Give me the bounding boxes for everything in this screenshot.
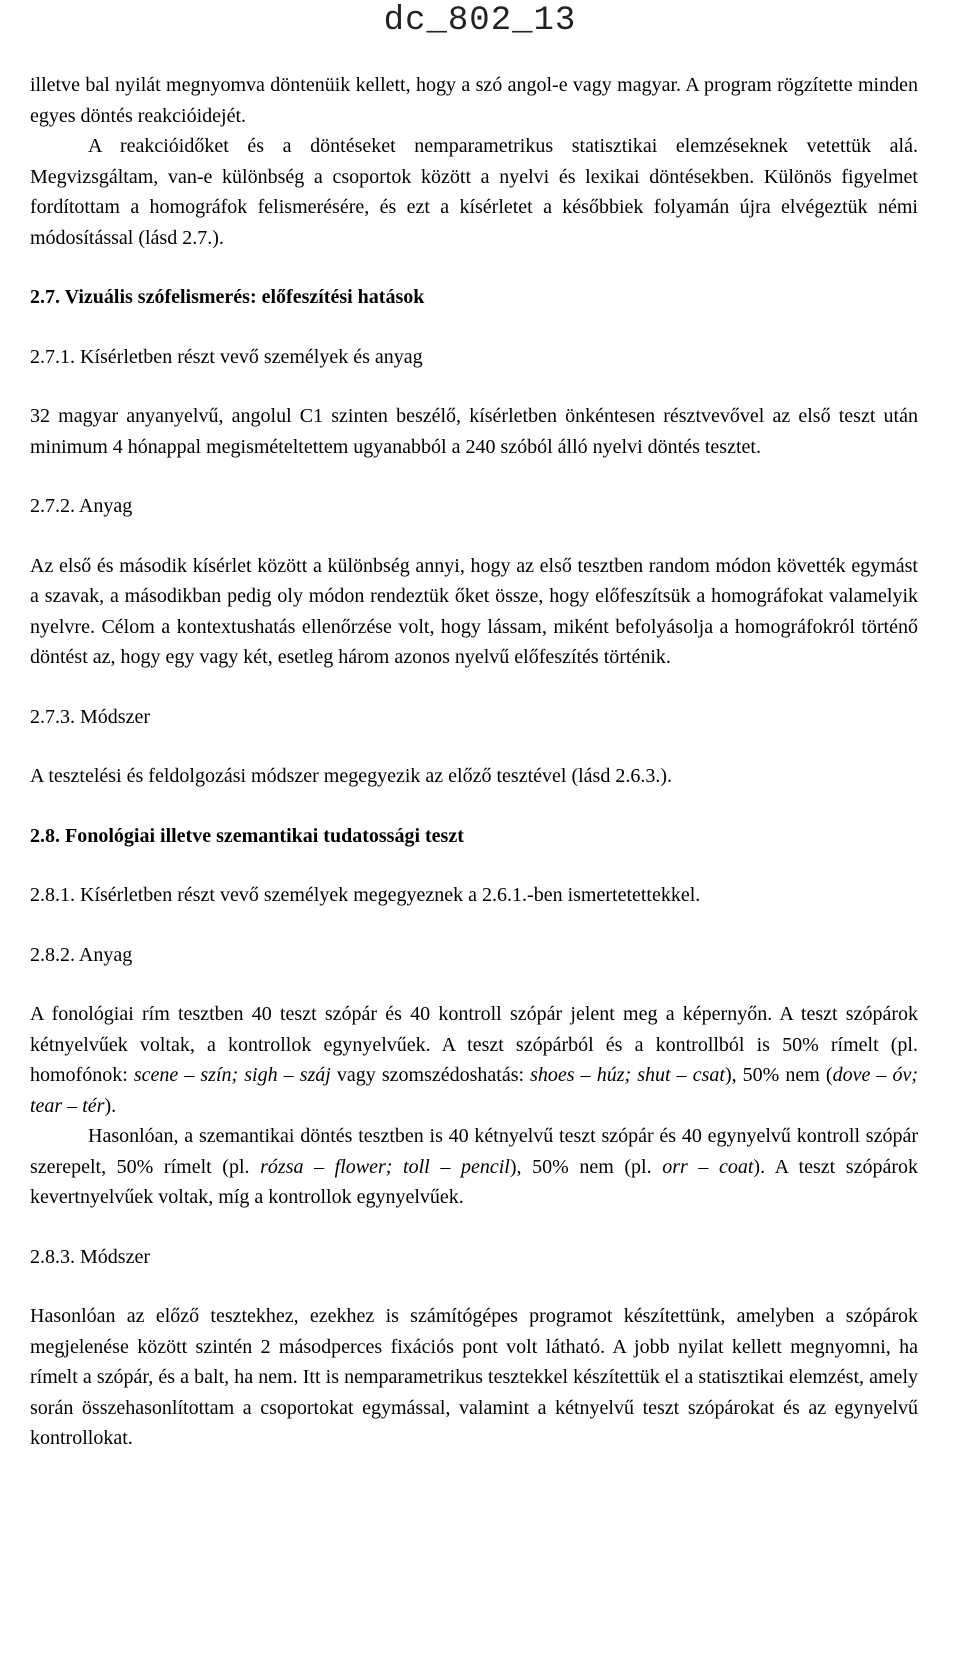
italic-example: rózsa – flower; toll – pencil — [260, 1155, 510, 1178]
subsection-heading-2-7-2: 2.7.2. Anyag — [30, 495, 133, 517]
subsection-heading-2-8-3: 2.8.3. Módszer — [30, 1245, 150, 1268]
text-run: Hasonlóan, a szemantikai döntés tesztben is 40 kétnyelvű teszt szópár és 40 egynyelvű kontroll szópár szerepelt, 50% rímelt (pl. — [30, 1125, 918, 1178]
paragraph-intro-continuation: illetve bal nyilát megnyomva döntenüik kellett, hogy a szó angol-e vagy magyar. A program rögzítette minden egyes döntés reakcióidejét. — [30, 74, 918, 127]
paragraph-analysis: A reakcióidőket és a döntéseket nemparametrikus statisztikai elemzéseknek vetettük alá. Megvizsgáltam, van-e különbség a csoportok között a nyelvi és lexikai döntésekben. Különös figyelmet fordítottam a homográfok felismerésére, és ezt a kísérletet a későbbiek folyamán újra elvégeztük némi módosítással (lásd 2.7.). — [30, 135, 918, 249]
italic-example: scene – szín; sigh – száj — [133, 1064, 331, 1086]
paragraph-2-7-2: Az első és második kísérlet között a különbség annyi, hogy az első tesztben random módon követték egymást a szavak, a másodikban pedig oly módon rendeztük őket össze, hogy előfeszítsük a homográfokat valamelyik nyelvre. Célom a kontextushatás ellenőrzése volt, hogy lássam, miként befolyásolja a homográfokról történő döntést az, hogy egy vagy két, esetleg három azonos nyelvű előfeszítés történik. — [30, 554, 918, 668]
text-run: vagy szomszédoshatás: — [330, 1064, 531, 1086]
document-body — [30, 70, 918, 1454]
paragraph-2-7-1: 32 magyar anyanyelvű, angolul C1 szinten beszélő, kísérletben önkéntesen résztvevővel az első teszt után minimum 4 hónappal megismételtettem ugyanabból a 240 szóból álló nyelvi döntés tesztet. — [30, 405, 918, 458]
paragraph-2-7-3: A tesztelési és feldolgozási módszer megegyezik az előző tesztével (lásd 2.6.3.). — [30, 765, 672, 787]
subsection-heading-2-7-3: 2.7.3. Módszer — [30, 705, 150, 728]
paragraph-2-8-2-phonological — [30, 999, 918, 1121]
paragraph-2-8-2-semantic — [30, 1121, 918, 1213]
paragraph-2-8-3: Hasonlóan az előző tesztekhez, ezekhez is számítógépes programot készítettünk, amelyben a szópárok megjelenése között szintén 2 másodperces fixációs pont volt látható. A jobb nyilat kellett megnyomni, ha rímelt a szópár, és a balt, ha nem. Itt is nemparametrikus tesztekkel készítettük el a statisztikai elemzést, amely során összehasonlítottam a csoportokat egymással, valamint a kétnyelvű teszt szópárokat és az egynyelvű kontrollokat. — [30, 1305, 918, 1449]
text-run: A fonológiai rím tesztben 40 teszt szópár és 40 kontroll szópár jelent meg a képernyőn. A teszt szópárok kétnyelvűek voltak, a kontrollok egynyelvűek. A teszt szópárból és a kontrollból is 50% rímelt (pl. homofónok: — [30, 1003, 918, 1086]
section-heading-2-7: 2.7. Vizuális szófelismerés: előfeszítési hatások — [30, 286, 425, 308]
section-heading-2-8: 2.8. Fonológiai illetve szemantikai tudatossági teszt — [30, 824, 464, 847]
italic-example: dove – óv; tear – tér — [30, 1064, 918, 1117]
subsection-heading-2-7-1: 2.7.1. Kísérletben részt vevő személyek és anyag — [30, 345, 423, 368]
text-run: ), 50% nem ( — [724, 1064, 833, 1086]
text-run: ), 50% nem (pl. — [509, 1155, 663, 1178]
subsection-heading-2-8-1: 2.8.1. Kísérletben részt vevő személyek megegyeznek a 2.6.1.-ben ismertetettekkel. — [30, 884, 701, 906]
subsection-heading-2-8-2: 2.8.2. Anyag — [30, 943, 133, 966]
italic-example: orr – coat — [662, 1155, 754, 1178]
text-run: ). — [104, 1094, 117, 1117]
document-code-header: dc_802_13 — [383, 2, 577, 40]
text-run: ). A teszt szópárok kevertnyelvűek voltak, míg a kontrollok egynyelvűek. — [30, 1155, 918, 1208]
italic-example: shoes – húz; shut – csat — [530, 1064, 725, 1086]
